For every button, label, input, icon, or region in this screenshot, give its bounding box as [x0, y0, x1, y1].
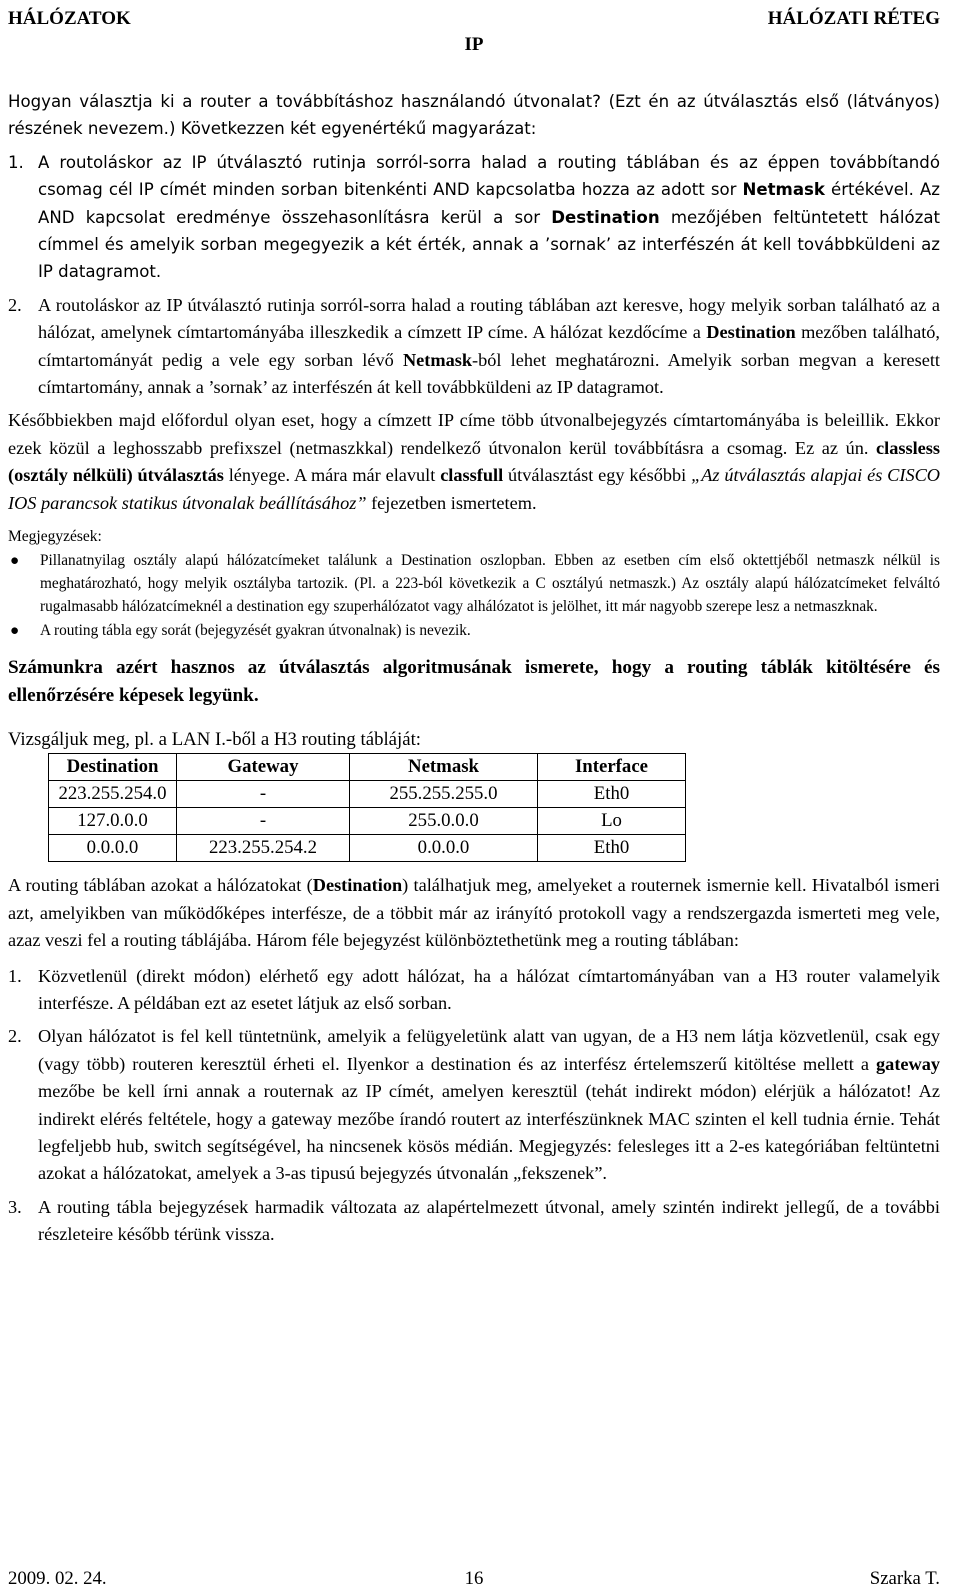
item-number: 2. [8, 1026, 22, 1047]
item-text [38, 963, 940, 1018]
headline-paragraph: Számunkra azért hasznos az útválasztás algoritmusának ismerete, hogy a routing táblák kitöltésére és ellenőrzésére képesek legyünk. [8, 657, 940, 707]
bold-term: classless (osztály nélküli) útválasztás [8, 437, 940, 486]
item-number: 2. [8, 294, 22, 315]
routing-table [48, 753, 686, 862]
header-left: HÁLÓZATOK [8, 8, 131, 29]
bold-term: Destination [706, 322, 796, 343]
table-row [49, 835, 686, 862]
footer-author: Szarka T. [869, 1568, 940, 1589]
item-number: 1. [8, 965, 22, 986]
table-cell: 255.0.0.0 [350, 808, 538, 835]
text-run: A routoláskor az IP útválasztó rutinja sorról-sorra halad a routing táblában és az éppen továbbítandó csomag cél IP címét minden sorban bitenkénti AND kapcsolatba hozza az adott sor [38, 152, 940, 200]
notes-title: Megjegyzések: [8, 528, 102, 546]
item-number: 3. [8, 1196, 22, 1217]
table-cell: - [177, 781, 350, 808]
page-number: 16 [464, 1568, 484, 1589]
header-center: IP [464, 34, 484, 55]
item-text [38, 292, 940, 402]
bold-term: Destination [551, 207, 660, 227]
entry-type-item-2 [8, 1023, 940, 1187]
text-run: A routoláskor az IP útválasztó rutinja sorról-sorra halad a routing táblában azt keresve, hogy melyik sorban található az a hálózat, amelynek címtartományába illeszkedik a címzett IP címe. A hálózat kezdőcíme a [38, 294, 940, 343]
text-run: A routing táblában azokat a hálózatokat ( [8, 875, 313, 896]
bold-term: gateway [876, 1053, 940, 1074]
text-run: útválasztást egy későbbi [503, 465, 692, 486]
intro-paragraph: Hogyan választja ki a router a továbbításhoz használandó útvonalat? (Ezt én az útválasztás első (látványos) részének nevezem.) Következzen két egyenértékű magyarázat: [8, 92, 940, 139]
note-text: A routing tábla egy sorát (bejegyzését gyakran útvonalnak) is nevezik. [40, 622, 471, 640]
text-run: mezőjében feltüntetett hálózat címmel és amelyik sorban megegyezik a két érték, annak a ’sornak’ az interfészén át kell továbbküldeni az IP datagramot. [38, 207, 940, 282]
column-header: Interface [538, 754, 686, 781]
bold-term: Netmask [402, 349, 472, 370]
classless-paragraph [8, 407, 940, 517]
text-run: Olyan hálózatot is fel kell tüntetnünk, amelyik a felügyeletünk alatt van ugyan, de a H3 nem látja közvetlenül, csak egy (vagy több) routeren keresztül érheti el. Ilyenkor a destination és az interfész értelemszerű kitöltése mellett a [38, 1026, 940, 1074]
note-item [8, 550, 940, 618]
explanation-list-2 [8, 292, 940, 402]
note-item [8, 620, 940, 643]
entry-type-item-3 [8, 1194, 940, 1249]
text-run: A routing tábla bejegyzések harmadik változata az alapértelmezett útvonal, amely szintén indirekt jellegű, de a további részleteire később térünk vissza. [38, 1196, 940, 1245]
text-run: mezőben található, címtartományát pedig a vele egy sorban lévő [38, 322, 940, 370]
table-row [49, 781, 686, 808]
table-cell: 223.255.254.0 [49, 781, 177, 808]
column-header: Gateway [177, 754, 350, 781]
table-cell: 255.255.255.0 [350, 781, 538, 808]
entry-type-item-1 [8, 963, 940, 1018]
bullet-icon: ● [10, 622, 20, 640]
note-text: Pillanatnyilag osztály alapú hálózatcímeket találunk a Destination oszlopban. Ebben az esetben cím első oktettjéből netmaszk nélkül is meghatározható, hogy melyik osztályba tartozik. (Pl. a 223-ból következik a C osztályú netmaszk.) Az osztály alapú hálózatcímeket felváltó rugalmasabb hálózatcímeknél a destination egy szuperhálózatot vagy alhálózatot is jelölhet, itt már nagyobb szerepe lesz a netmaszknak. [40, 552, 940, 615]
table-cell: 0.0.0.0 [49, 835, 177, 862]
text-run: Közvetlenül (direkt módon) elérhető egy adott hálózat, ha a hálózat címtartományában van a H3 router valamelyik interfésze. A példában ezt az esetet látjuk az első sorban. [38, 965, 940, 1013]
document-page [8, 0, 940, 1595]
table-cell: Eth0 [538, 781, 686, 808]
bullet-icon: ● [10, 552, 20, 570]
text-run: ) találhatjuk meg, amelyeket a routernek ismernie kell. Hivatalból ismeri azt, amelyikben van működőképes interfésze, de a többit már az irányító protokoll vagy a rendszergazda ismerteti meg vele, azaz veszi fel a routing táblájába. Három féle bejegyzést különböztethetünk meg a routing táblában: [8, 875, 940, 951]
text-run: lényege. A mára már elavult [223, 465, 441, 486]
header-right: HÁLÓZATI RÉTEG [767, 8, 940, 29]
table-cell: - [177, 808, 350, 835]
text-run: értékével. Az AND kapcsolat eredménye összehasonlításra kerül a sor [38, 180, 940, 227]
item-text [38, 1023, 940, 1187]
explanation-list [8, 149, 940, 286]
routing-table-paragraph [8, 872, 940, 954]
chapter-reference: „Az útválasztás alapjai és CISCO IOS parancsok statikus útvonalak beállításához” [8, 465, 940, 513]
notes-list [8, 550, 940, 643]
table-intro: Vizsgáljuk meg, pl. a LAN I.-ből a H3 routing tábláját: [8, 729, 422, 751]
item-text [38, 1194, 940, 1249]
table-cell: Lo [538, 808, 686, 835]
explanation-item-1 [8, 149, 940, 286]
column-header: Destination [49, 754, 177, 781]
page-header [8, 0, 940, 56]
bold-term: Netmask [742, 180, 825, 200]
table-row [49, 808, 686, 835]
explanation-item-2 [8, 292, 940, 402]
column-header: Netmask [350, 754, 538, 781]
text-run: -ból lehet meghatározni. Amelyik sorban megvan a keresett címtartomány, annak a ’sornak’ az interfészén át kell továbbküldeni az IP datagramot. [38, 349, 940, 398]
entry-types-list [8, 963, 940, 1249]
footer-date: 2009. 02. 24. [8, 1568, 107, 1589]
text-run: fejezetben ismertetem. [366, 492, 537, 513]
table-cell: Eth0 [538, 835, 686, 862]
table-cell: 127.0.0.0 [49, 808, 177, 835]
table-header-row [49, 754, 686, 781]
bold-term: classfull [440, 465, 504, 486]
bold-term: Destination [312, 875, 403, 896]
item-number: 1. [8, 152, 24, 172]
text-run: Későbbiekben majd előfordul olyan eset, hogy a címzett IP címe több útvonalbejegyzés címtartományába is beleillik. Ekkor ezek közül a leghosszabb prefixszel (netmaszkkal) rendelkező útvonalon kerül továbbításra a csomag. Ez az ún. [8, 410, 940, 458]
table-cell: 223.255.254.2 [177, 835, 350, 862]
text-run: mezőbe be kell írni annak a routernak az IP címét, amelyen keresztül (tehát indirekt módon) elérjük a hálózatot! Az indirekt elérés feltétele, hogy a gateway mezőbe írandó routert az interfészünknek MAC szinten el kell tudnia érnie. Tehát legfeljebb hub, switch segítségével, ha nincsenek kösös médián. Megjegyzés: felesleges itt a 2-es kategóriában feltüntetni azokat a hálózatokat, amelyek a 3-as tipusú bejegyzés útvonalán „fekszenek”. [38, 1081, 940, 1184]
table-cell: 0.0.0.0 [350, 835, 538, 862]
item-text [38, 149, 940, 286]
